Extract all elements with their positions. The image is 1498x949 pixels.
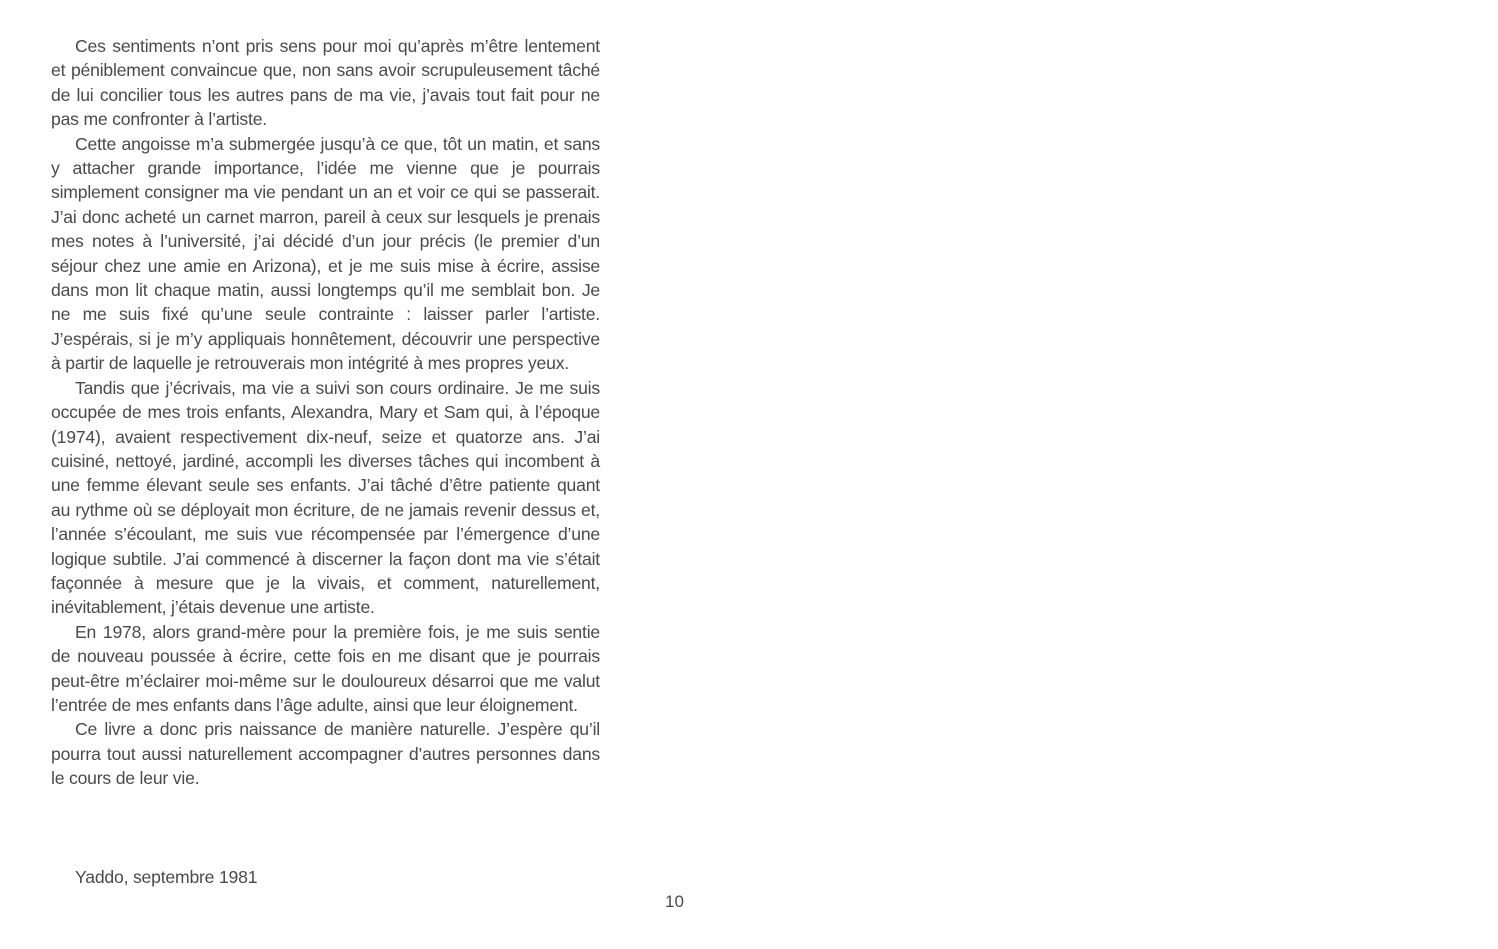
paragraph-1: Ces sentiments n’ont pris sens pour moi qu’après m’être lentement et péniblement convaincue que, non sans avoir scrupuleusement tâché de lui concilier tous les autres pans de ma vie, j’avais tout fait pour ne pas me confronter à l’artiste. bbox=[51, 36, 600, 130]
page-number: 10 bbox=[665, 892, 684, 911]
signature-line: Yaddo, septembre 1981 bbox=[75, 867, 258, 887]
body-text bbox=[51, 34, 600, 791]
paragraph-2: Cette angoisse m’a submergée jusqu’à ce que, tôt un matin, et sans y attacher grande importance, l’idée me vienne que je pourrais simplement consigner ma vie pendant un an et voir ce qui se passerait. J’ai donc acheté un carnet marron, pareil à ceux sur lesquels je prenais mes notes à l’université, j’ai décidé d’un jour précis (le premier d’un séjour chez une amie en Arizona), et je me suis mise à écrire, assise dans mon lit chaque matin, aussi longtemps qu’il me semblait bon. Je ne me suis fixé qu’une seule contrainte : laisser parler l’artiste. J’espérais, si je m’y appliquais honnêtement, découvrir une perspective à partir de laquelle je retrouverais mon intégrité à mes propres yeux. bbox=[51, 133, 600, 374]
paragraph-5: Ce livre a donc pris naissance de manière naturelle. J’espère qu’il pourra tout aussi naturellement accompagner d’autres personnes dans le cours de leur vie. bbox=[51, 719, 600, 789]
paragraph-3: Tandis que j’écrivais, ma vie a suivi son cours ordinaire. Je me suis occupée de mes trois enfants, Alexandra, Mary et Sam qui, à l’époque (1974), avaient respectivement dix-neuf, seize et quatorze ans. J’ai cuisiné, nettoyé, jardiné, accompli les diverses tâches qui incombent à une femme élevant seule ses enfants. J’ai tâché d’être patiente quant au rythme où se déployait mon écriture, de ne jamais revenir dessus et, l’année s’écoulant, me suis vue récompensée par l’émergence d’une logique subtile. J’ai commencé à discerner la façon dont ma vie s’était façonnée à mesure que je la vivais, et comment, naturellement, inévitablement, j’étais devenue une artiste. bbox=[51, 377, 600, 618]
paragraph-4: En 1978, alors grand-mère pour la première fois, je me suis sentie de nouveau poussée à écrire, cette fois en me disant que je pourrais peut-être m’éclairer moi-même sur le douloureux désarroi que me valut l’entrée de mes enfants dans l’âge adulte, ainsi que leur éloignement. bbox=[51, 621, 600, 715]
